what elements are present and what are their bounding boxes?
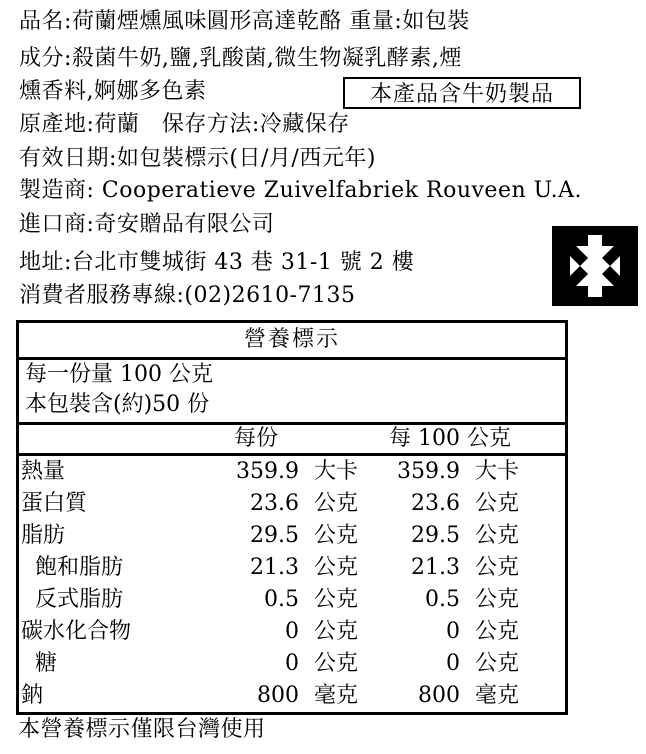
per-serving-value: 21.3 <box>250 555 299 580</box>
hotline-line: 消費者服務專線:(02)2610-7135 <box>19 283 356 308</box>
nutrient-row <box>19 488 565 520</box>
per-serving-value: 29.5 <box>250 523 299 548</box>
per-serving-value: 23.6 <box>250 491 299 516</box>
per-100g-value: 21.3 <box>411 555 460 580</box>
per-100g-value: 29.5 <box>411 523 460 548</box>
nutrient-row <box>19 648 565 680</box>
nutrition-facts-panel <box>16 320 568 715</box>
product-name-line: 品名:荷蘭煙燻風味圓形高達乾酪 重量:如包裝 <box>19 9 470 34</box>
servings-per-pack: 本包裝含(約)50 份 <box>25 392 210 417</box>
expiry-line: 有效日期:如包裝標示(日/月/西元年) <box>19 146 376 171</box>
per-serving-unit: 毫克 <box>314 683 359 708</box>
per-100g-unit: 公克 <box>475 587 520 612</box>
per-serving-unit: 公克 <box>314 555 359 580</box>
serving-info <box>19 360 565 425</box>
per-100g-unit: 公克 <box>475 619 520 644</box>
per-serving-value: 800 <box>257 683 299 708</box>
per-100g-value: 0 <box>446 619 460 644</box>
per-serving-unit: 大卡 <box>314 459 359 484</box>
per-serving-value: 0 <box>285 651 299 676</box>
per-100g-unit: 公克 <box>475 491 520 516</box>
col-per-serving: 每份 <box>234 426 279 451</box>
nutrient-row <box>19 520 565 552</box>
per-serving-value: 0.5 <box>264 587 299 612</box>
recycle-icon <box>552 226 638 306</box>
serving-size: 每一份量 100 公克 <box>25 362 213 387</box>
per-100g-unit: 公克 <box>475 523 520 548</box>
per-100g-value: 0.5 <box>425 587 460 612</box>
nutrient-name: 熱量 <box>21 459 66 484</box>
per-serving-unit: 公克 <box>314 587 359 612</box>
col-per-100g: 每 100 公克 <box>389 426 511 451</box>
nutrient-name: 碳水化合物 <box>21 619 132 644</box>
per-serving-value: 0 <box>285 619 299 644</box>
per-serving-unit: 公克 <box>314 523 359 548</box>
per-100g-unit: 公克 <box>475 555 520 580</box>
per-100g-value: 23.6 <box>411 491 460 516</box>
nutrient-row <box>19 552 565 584</box>
per-100g-unit: 公克 <box>475 651 520 676</box>
nutrient-row <box>19 584 565 616</box>
address-line: 地址:台北市雙城街 43 巷 31-1 號 2 樓 <box>19 250 415 275</box>
origin-storage-line: 原產地:荷蘭 保存方法:冷藏保存 <box>19 112 350 137</box>
nutrient-name: 脂肪 <box>21 523 66 548</box>
importer-line: 進口商:奇安贈品有限公司 <box>19 212 275 237</box>
per-serving-unit: 公克 <box>314 651 359 676</box>
nutrient-name: 蛋白質 <box>21 491 88 516</box>
nutrient-row <box>19 456 565 488</box>
per-100g-value: 800 <box>418 683 460 708</box>
per-serving-unit: 公克 <box>314 619 359 644</box>
per-serving-unit: 公克 <box>314 491 359 516</box>
nutrient-name: 反式脂肪 <box>21 587 123 612</box>
nutrient-row <box>19 680 565 712</box>
nutrient-name: 鈉 <box>21 683 44 708</box>
nutrient-name: 飽和脂肪 <box>21 555 123 580</box>
per-100g-unit: 大卡 <box>475 459 520 484</box>
ingredients-line-1: 成分:殺菌牛奶,鹽,乳酸菌,微生物凝乳酵素,煙 <box>19 46 462 71</box>
ingredients-line-2: 燻香料,婀娜多色素 <box>19 79 207 104</box>
per-serving-value: 359.9 <box>236 459 299 484</box>
nutrient-row <box>19 616 565 648</box>
nutrition-header-row <box>19 425 565 456</box>
milk-notice-box: 本產品含牛奶製品 <box>343 77 581 109</box>
per-100g-unit: 毫克 <box>475 683 520 708</box>
nutrition-title: 營養標示 <box>19 323 565 360</box>
manufacturer-line: 製造商: Cooperatieve Zuivelfabriek Rouveen U.A. <box>19 178 583 203</box>
per-100g-value: 359.9 <box>397 459 460 484</box>
footer-note: 本營養標示僅限台灣使用 <box>18 717 266 742</box>
per-100g-value: 0 <box>446 651 460 676</box>
nutrient-name: 糖 <box>21 651 57 676</box>
nutrition-rows <box>19 456 565 712</box>
